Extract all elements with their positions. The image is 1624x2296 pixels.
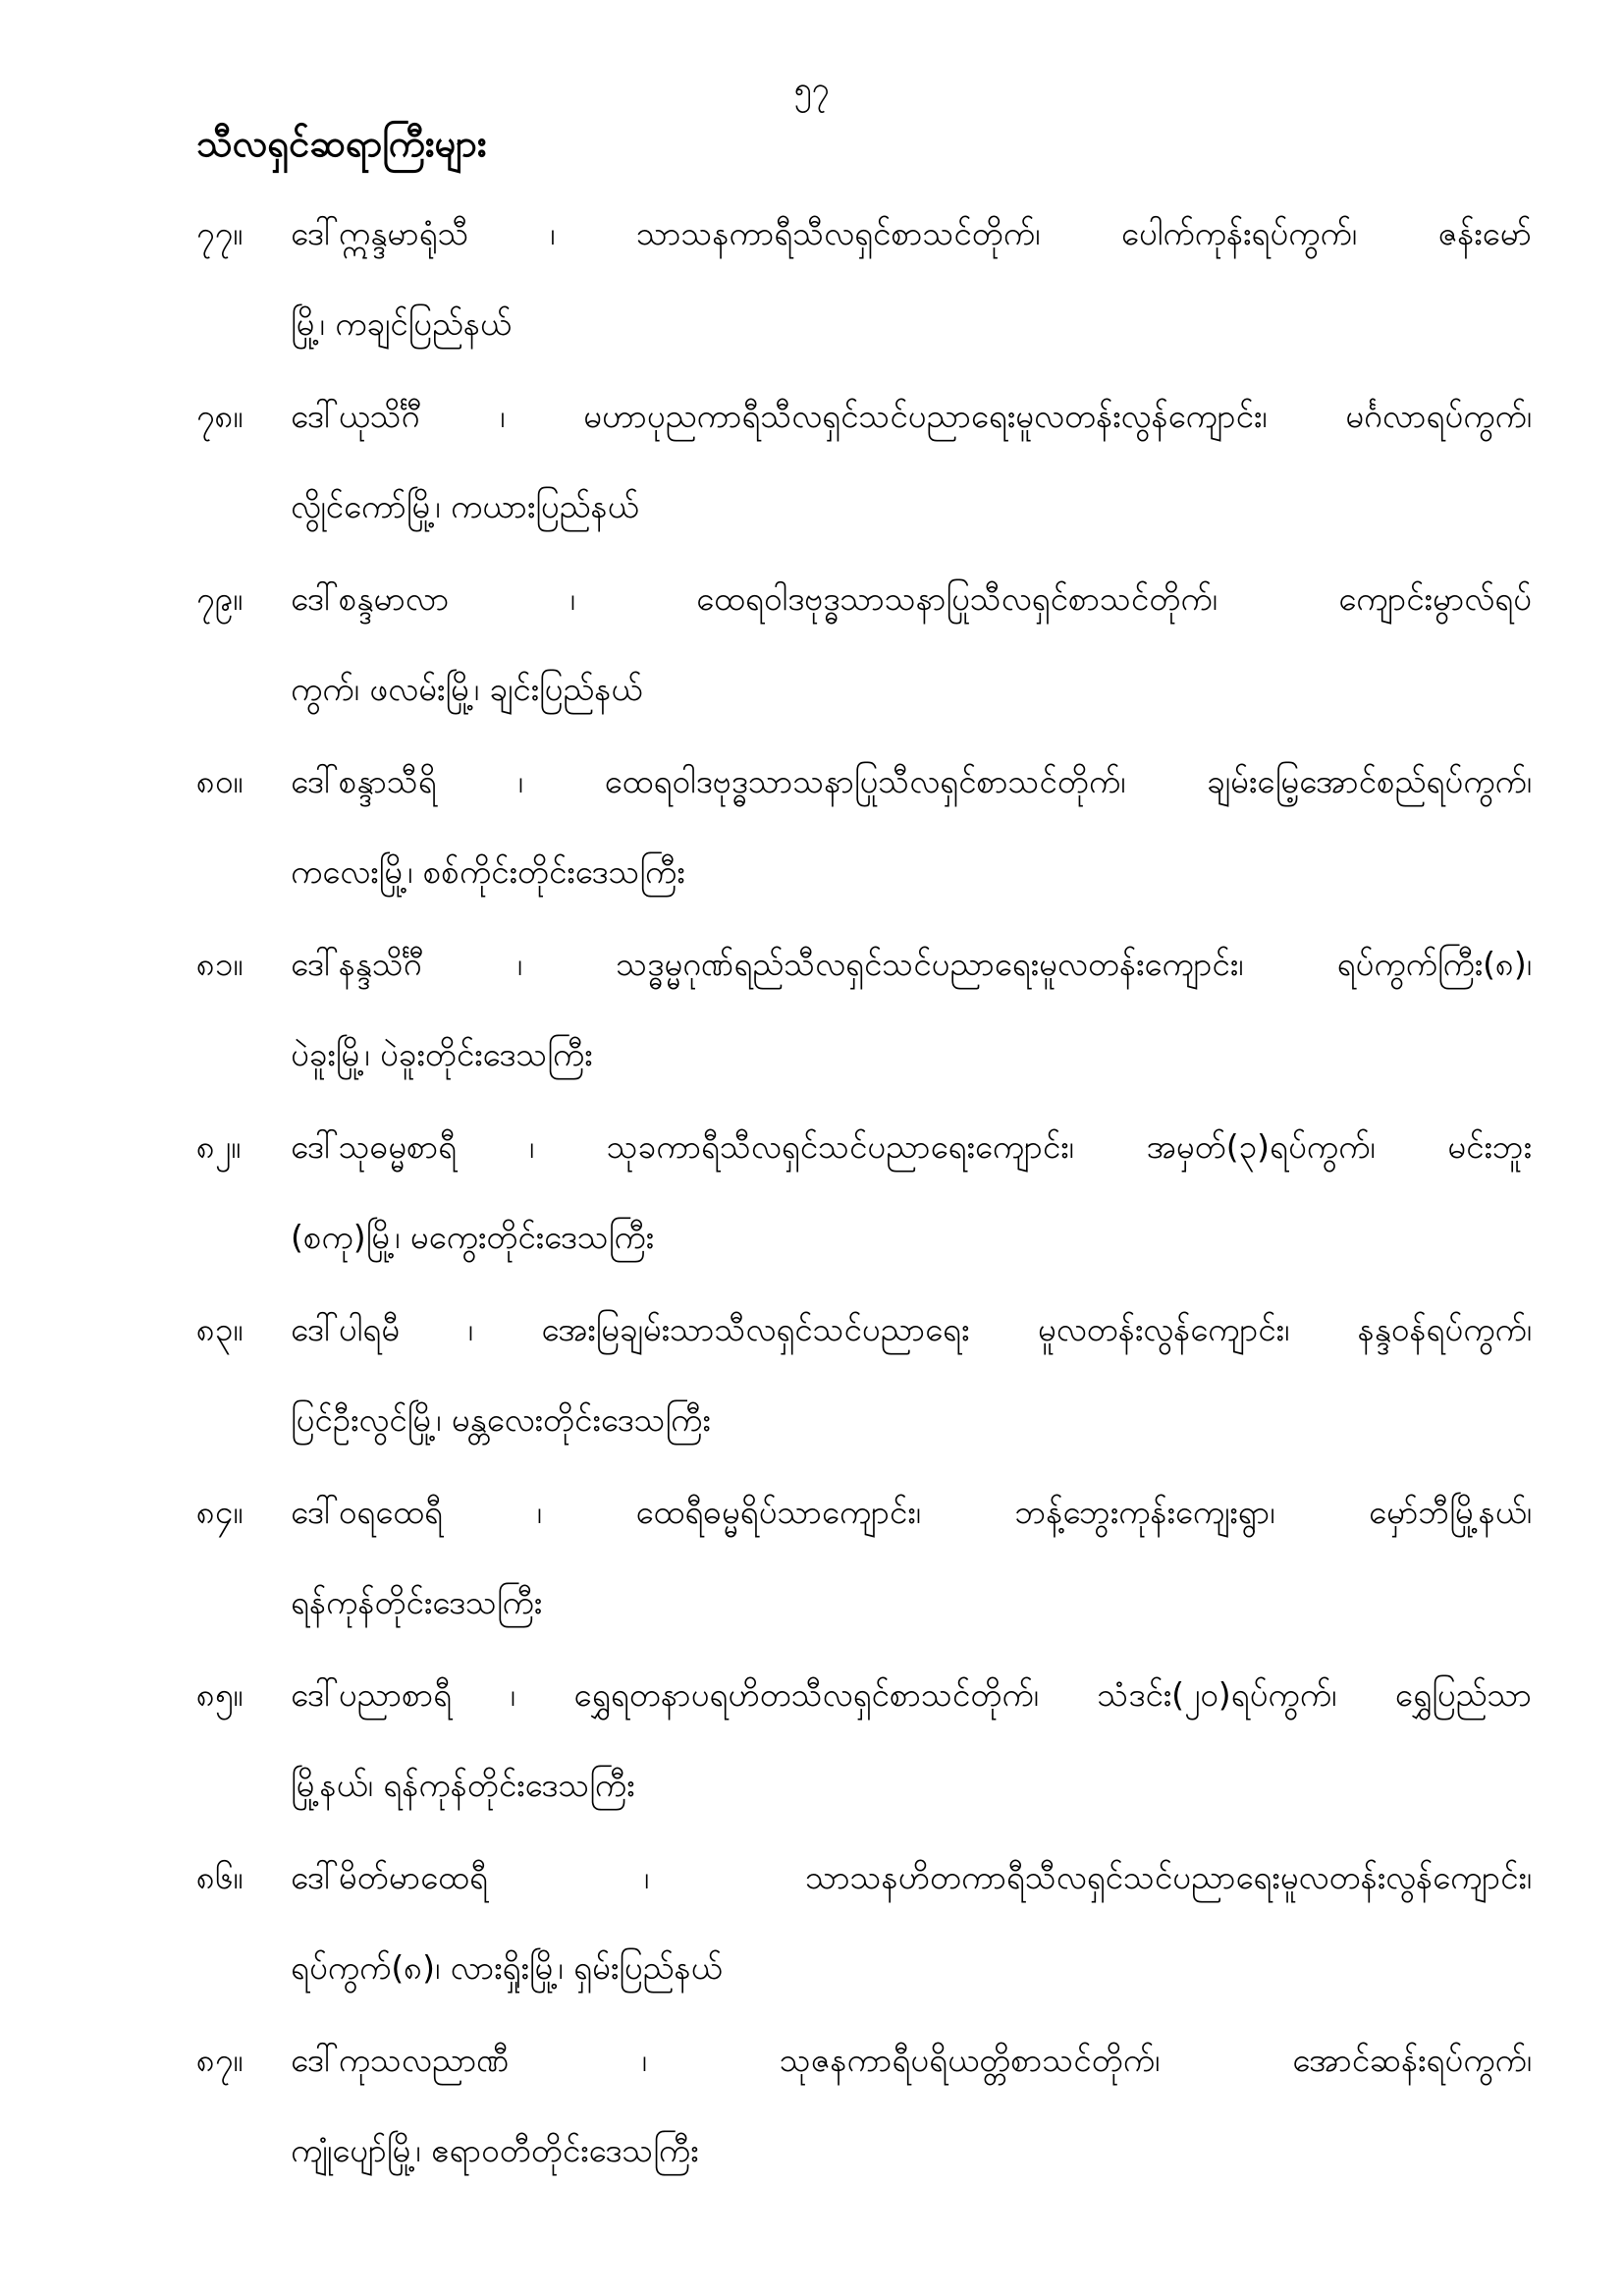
list-item bbox=[196, 1666, 1532, 1848]
entry-number: ၈၄။ bbox=[196, 1493, 244, 1531]
entry-text-line-2: မြို့၊ ကချင်ပြည်နယ် bbox=[291, 304, 512, 343]
entry-number: ၈၅။ bbox=[196, 1675, 244, 1714]
entry-text-line-1: ဒေါ်နန္ဒသိင်္ဂီ ၊ သဒ္ဓမ္မဂုဏ်ရည်သီလရှင်သင်ပညာရေးမူလတန်းကျောင်း၊ ရပ်ကွက်ကြီး(၈)၊ bbox=[291, 945, 1532, 983]
entry-text-line-1: ဒေါ်ပညာစာရီ ၊ ရွှေရတနာပရဟိတသီလရှင်စာသင်တိုက်၊ သံဒင်း(၂၀)ရပ်ကွက်၊ ရွှေပြည်သာ bbox=[291, 1675, 1532, 1714]
entry-number: ၇၉။ bbox=[196, 579, 244, 618]
entry-text-line-1: ဒေါ်မိတ်မာထေရီ ၊ သာသနဟိတကာရီသီလရှင်သင်ပညာရေးမူလတန်းလွန်ကျောင်း၊ bbox=[291, 1858, 1532, 1896]
list-item bbox=[196, 1483, 1532, 1666]
entry-text-line-2: ပဲခူးမြို့၊ ပဲခူးတိုင်းဒေသကြီး bbox=[291, 1035, 593, 1073]
entry-text-line-1: ဒေါ်သုဓမ္မစာရီ ၊ သုခကာရီသီလရှင်သင်ပညာရေးကျောင်း၊ အမှတ်(၃)ရပ်ကွက်၊ မင်းဘူး bbox=[291, 1127, 1532, 1166]
list-item bbox=[196, 1118, 1532, 1300]
entry-text-line-2: ကွက်၊ ဖလမ်းမြို့၊ ချင်းပြည်နယ် bbox=[291, 670, 643, 708]
entry-text-line-1: ဒေါ်စန္ဒမာလာ ၊ ထေရဝါဒဗုဒ္ဓသာသနာပြုသီလရှင်စာသင်တိုက်၊ ကျောင်းမွာလ်ရပ် bbox=[291, 579, 1532, 618]
entry-text-line-1: ဒေါ်ကုသလညာဏီ ၊ သုဇနကာရီပရိယတ္တိစာသင်တိုက်၊ အောင်ဆန်းရပ်ကွက်၊ bbox=[291, 2041, 1532, 2079]
entry-text-line-2: ကျုံပျော်မြို့၊ ဧရာဝတီတိုင်းဒေသကြီး bbox=[291, 2131, 699, 2169]
entry-text-line-1: ဒေါ်ယုသိင်္ဂီ ၊ မဟာပုညကာရီသီလရှင်သင်ပညာရေးမူလတန်းလွန်ကျောင်း၊ မင်္ဂလာရပ်ကွက်၊ bbox=[291, 397, 1532, 435]
entry-text-line-1: ဒေါ်ဝရထေရီ ၊ ထေရီဓမ္မရိပ်သာကျောင်း၊ ဘန့်ဘွေးကုန်းကျေးရွာ၊ မှော်ဘီမြို့နယ်၊ bbox=[291, 1493, 1532, 1531]
entry-number: ၈၃။ bbox=[196, 1310, 244, 1348]
entry-text-line-2: ကလေးမြို့၊ စစ်ကိုင်းတိုင်းဒေသကြီး bbox=[291, 852, 685, 891]
entry-text-line-2: မြို့နယ်၊ ရန်ကုန်တိုင်းဒေသကြီး bbox=[291, 1766, 635, 1804]
entry-text-line-1: ဒေါ်ပါရမီ ၊ အေးမြချမ်းသာသီလရှင်သင်ပညာရေး မူလတန်းလွန်ကျောင်း၊ နန္ဒဝန်ရပ်ကွက်၊ bbox=[291, 1310, 1532, 1348]
entry-number: ၈၇။ bbox=[196, 2041, 244, 2079]
entry-text-line-2: လွိုင်ကော်မြို့၊ ကယားပြည်နယ် bbox=[291, 487, 639, 525]
entry-number: ၇၇။ bbox=[196, 214, 244, 252]
entry-list bbox=[196, 204, 1532, 2214]
list-item bbox=[196, 1848, 1532, 2031]
list-item bbox=[196, 935, 1532, 1118]
section-heading: သီလရှင်ဆရာကြီးများ bbox=[196, 122, 487, 165]
entry-number: ၈၁။ bbox=[196, 945, 244, 983]
entry-text-line-2: (စကု)မြို့၊ မကွေးတိုင်းဒေသကြီး bbox=[291, 1218, 655, 1256]
entry-number: ၈၂။ bbox=[196, 1127, 242, 1166]
entry-text-line-2: ပြင်ဦးလွင်မြို့၊ မန္တလေးတိုင်းဒေသကြီး bbox=[291, 1400, 711, 1439]
list-item bbox=[196, 1300, 1532, 1483]
list-item bbox=[196, 570, 1532, 752]
list-item bbox=[196, 752, 1532, 935]
list-item bbox=[196, 387, 1532, 570]
entry-number: ၈၀။ bbox=[196, 762, 244, 800]
list-item bbox=[196, 204, 1532, 387]
entry-text-line-2: ရန်ကုန်တိုင်းဒေသကြီး bbox=[291, 1583, 543, 1621]
entry-text-line-1: ဒေါ်ဣန္ဒမာရုံသီ ၊ သာသနကာရီသီလရှင်စာသင်တိုက်၊ ပေါက်ကုန်းရပ်ကွက်၊ ဇန်းမော် bbox=[291, 214, 1532, 252]
list-item bbox=[196, 2031, 1532, 2214]
page-number: ၅၇ bbox=[794, 70, 830, 107]
entry-text-line-2: ရပ်ကွက်(၈)၊ လားရှိုးမြို့၊ ရှမ်းပြည်နယ် bbox=[291, 1948, 723, 1987]
entry-text-line-1: ဒေါ်စန္ဒာသီရိ ၊ ထေရဝါဒဗုဒ္ဓသာသနာပြုသီလရှင်စာသင်တိုက်၊ ချမ်းမြေ့အောင်စည်ရပ်ကွက်၊ bbox=[291, 762, 1532, 800]
entry-number: ၈၆။ bbox=[196, 1858, 244, 1896]
entry-number: ၇၈။ bbox=[196, 397, 244, 435]
